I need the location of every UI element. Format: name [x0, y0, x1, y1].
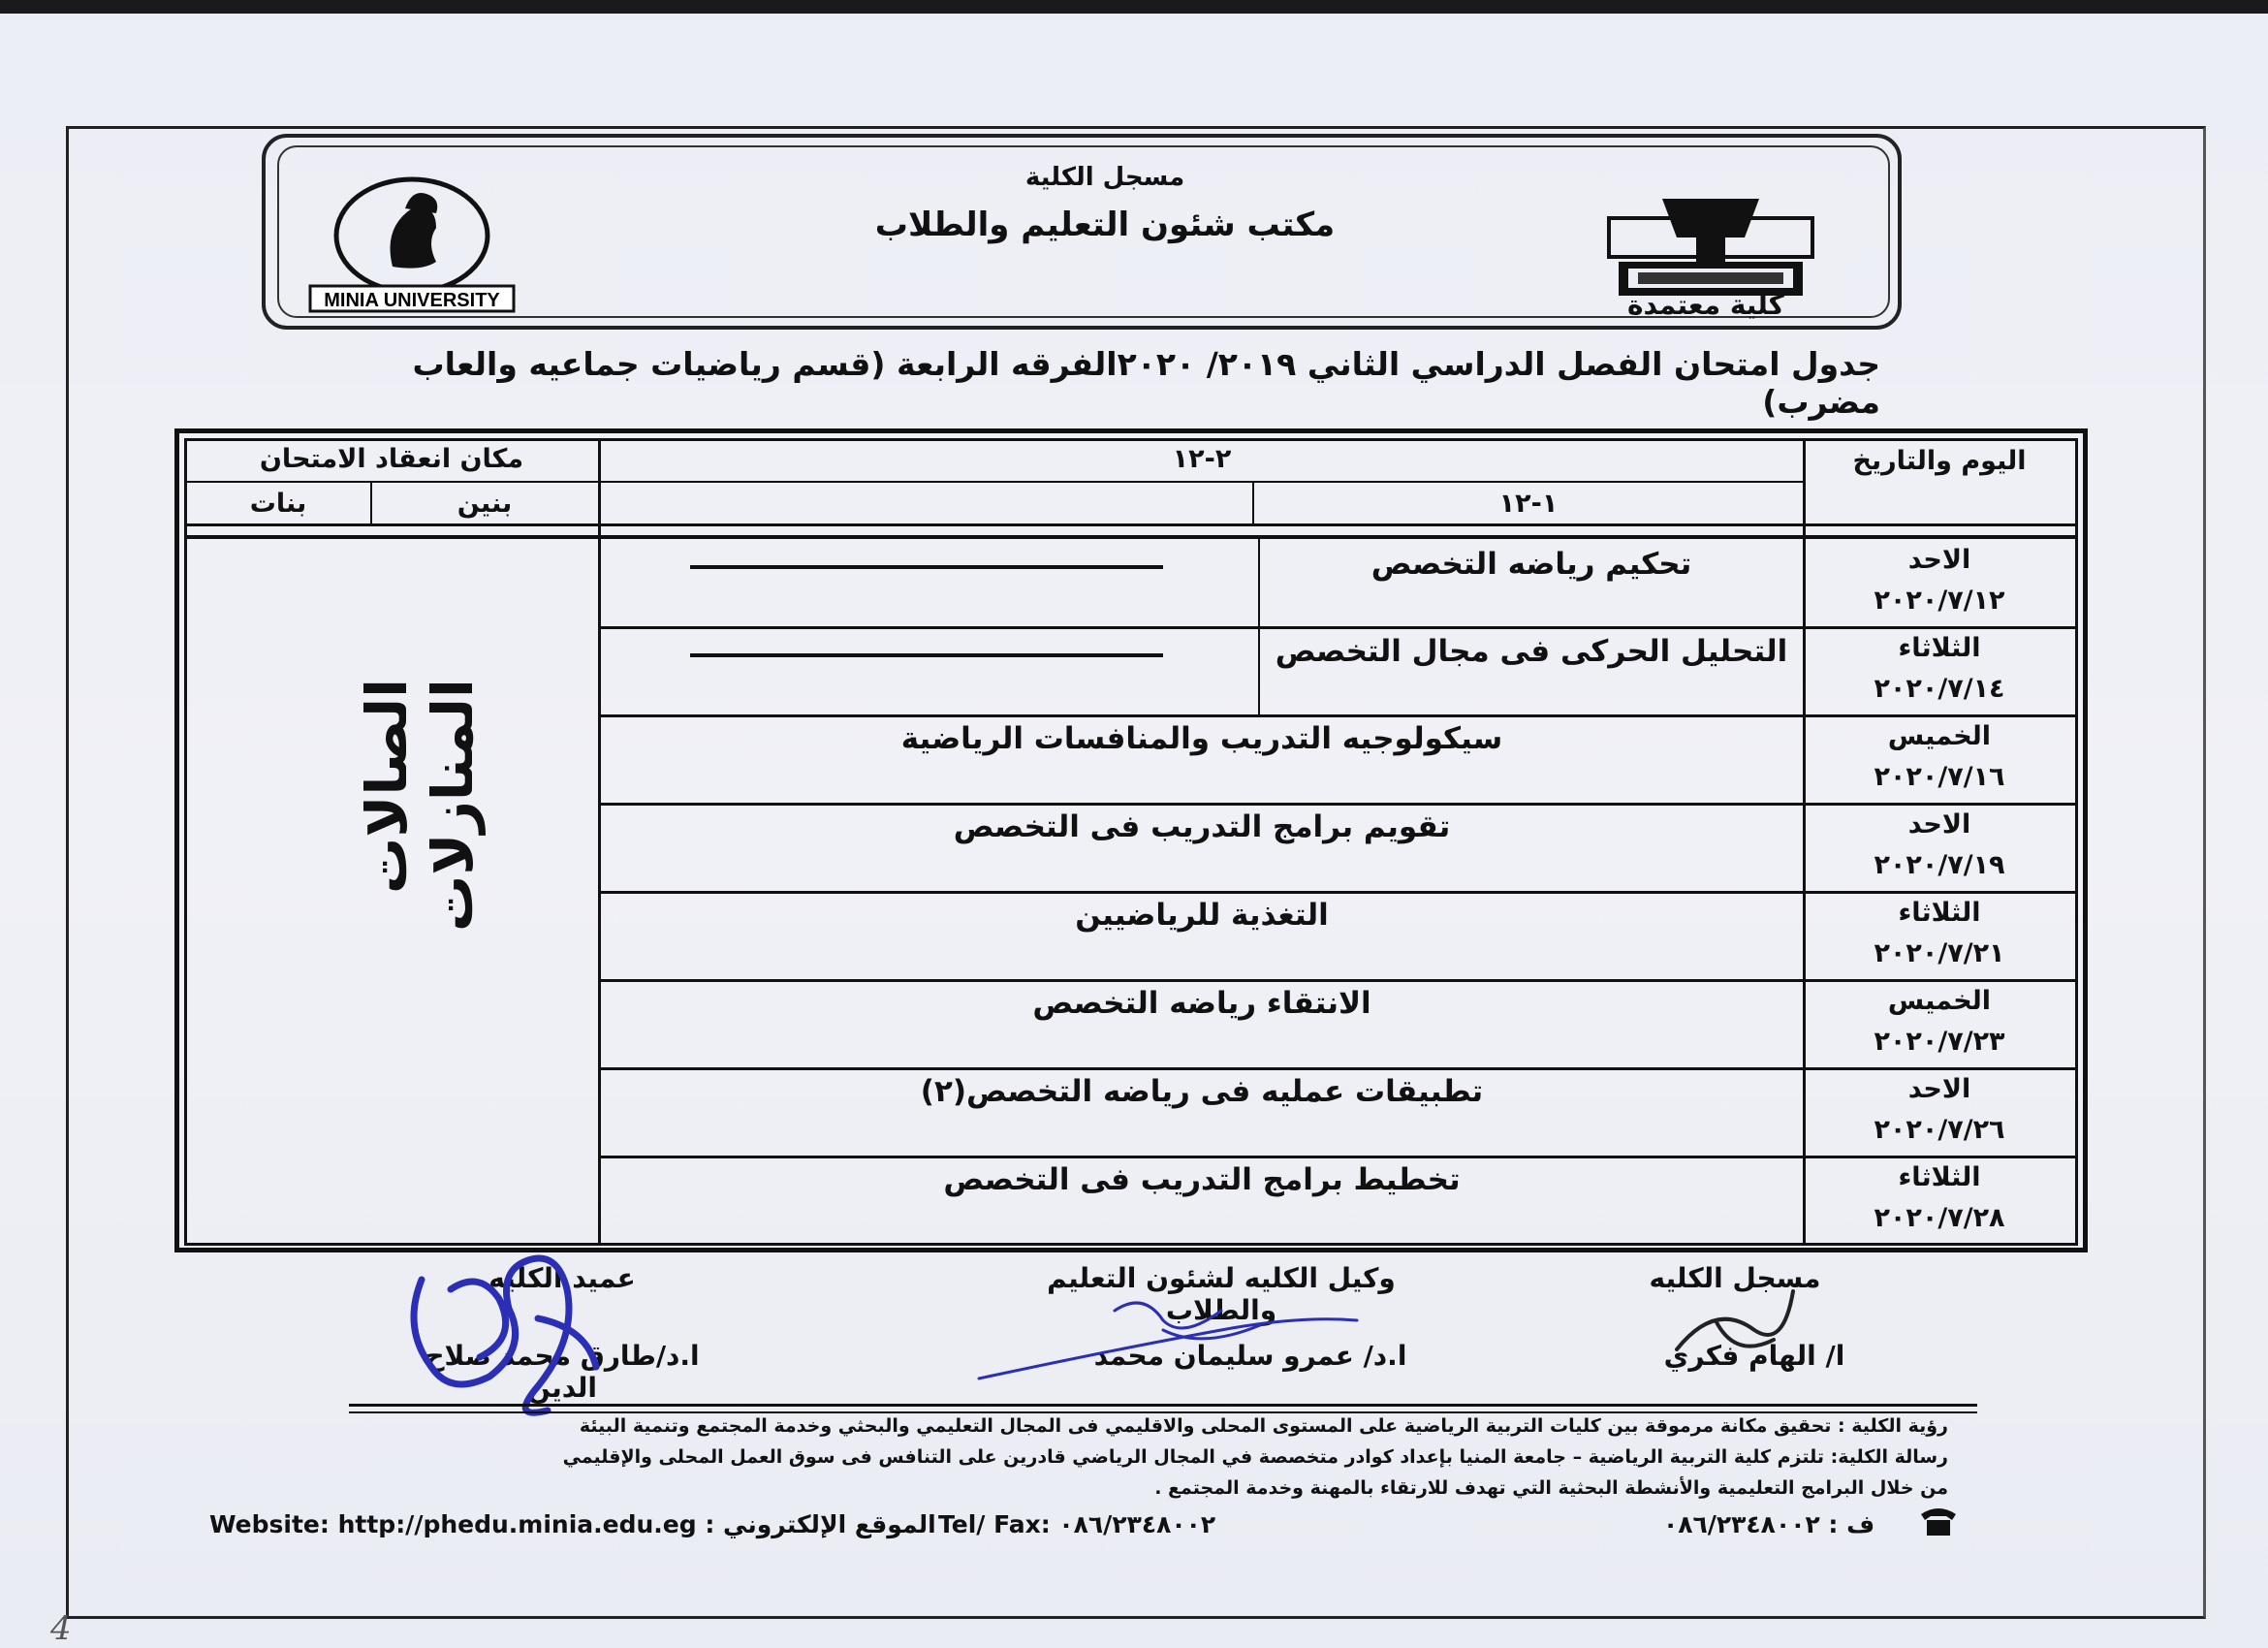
header-exam-place: مكان انعقاد الامتحان — [259, 444, 524, 474]
vice-dean-signature — [969, 1282, 1376, 1388]
row-subject: تخطيط برامج التدريب فى التخصص — [943, 1162, 1461, 1197]
empty-slot-dash — [690, 653, 1163, 657]
row-separator — [601, 626, 2076, 629]
website-line: Website: http://phedu.minia.edu.eg : الموقع الإلكتروني — [209, 1510, 936, 1538]
tel-fax-line: Tel/ Fax: ٠٨٦/٢٣٤٨٠٠٢ — [938, 1510, 1216, 1538]
table-line — [1252, 481, 1254, 525]
phone-line: ف : ٠٨٦/٢٣٤٨٠٠٢ — [1663, 1510, 1875, 1538]
row-date: ٢٠٢٠/٧/١٦ — [1874, 762, 2005, 792]
table-line — [184, 481, 1803, 483]
row-day: الثلاثاء — [1898, 1162, 1981, 1192]
mission-statement: رسالة الكلية: تلتزم كلية التربية الرياضية – جامعة المنيا بإعداد كوادر متخصصة في المجال الرياضي قادرين على التنافس فى سوق العمل المحلى والإقليمي — [562, 1446, 1948, 1468]
row-date: ٢٠٢٠/٧/٢٣ — [1874, 1027, 2005, 1057]
registrar-heading: مسجل الكلية — [1024, 163, 1185, 192]
row-day: الخميس — [1887, 721, 1992, 751]
row-day: الاحد — [1907, 1074, 1971, 1104]
mission-statement-continued: من خلال البرامج التعليمية والأنشطة البحثية التي تهدف للارتقاء بالمهنة وخدمة المجتمع . — [1154, 1477, 1948, 1499]
document-title: جدول امتحان الفصل الدراسي الثاني ٢٠١٩/ ٢٠٢٠الفرقه الرابعة (قسم رياضيات جماعيه والعاب مضرب) — [412, 345, 1880, 421]
row-separator — [601, 803, 2076, 806]
table-line — [184, 438, 187, 1246]
registrar-signature — [1657, 1272, 1812, 1369]
university-name-text: MINIA UNIVERSITY — [324, 290, 500, 311]
page-number: 4 — [50, 1609, 72, 1648]
header-day-date: اليوم والتاريخ — [1852, 446, 2027, 476]
row-separator — [601, 1156, 2076, 1158]
table-line — [598, 438, 601, 1246]
table-line — [1803, 438, 1806, 1246]
row-date: ٢٠٢٠/٧/٢٨ — [1874, 1203, 2005, 1233]
row-separator — [601, 979, 2076, 982]
row-subject: سيكولوجيه التدريب والمنافسات الرياضية — [900, 721, 1503, 756]
row-separator — [601, 1067, 2076, 1070]
row-date: ٢٠٢٠/٧/٢١ — [1874, 938, 2005, 968]
row-day: الخميس — [1887, 986, 1992, 1016]
footer-rule — [349, 1404, 1977, 1407]
exam-venue: الصالات المنازلات — [354, 679, 486, 932]
table-line — [184, 523, 2078, 526]
table-line — [184, 535, 2078, 539]
row-separator — [601, 891, 2076, 894]
row-day: الثلاثاء — [1898, 898, 1981, 928]
row-subject: الانتقاء رياضه التخصص — [1032, 986, 1371, 1021]
row-date: ٢٠٢٠/٧/١٤ — [1874, 674, 2005, 704]
row-date: ٢٠٢٠/٧/١٢ — [1874, 586, 2005, 616]
registrar-title: مسجل الكليه — [1649, 1262, 1821, 1294]
registrar-name: ا/ الهام فكري — [1663, 1340, 1845, 1372]
letterhead-title — [678, 163, 1531, 244]
header-group-main: ٢-١٢ — [1172, 444, 1232, 474]
row-day: الاحد — [1907, 545, 1971, 575]
row-subject: تحكيم رياضه التخصص — [1370, 547, 1692, 582]
row-subject: التحليل الحركى فى مجال التخصص — [1275, 634, 1788, 669]
office-heading: مكتب شئون التعليم والطلاب — [874, 206, 1336, 244]
row-date: ٢٠٢٠/٧/٢٦ — [1874, 1115, 2005, 1145]
row-day: الاحد — [1907, 809, 1971, 840]
row-day: الثلاثاء — [1898, 633, 1981, 663]
minia-university-logo — [291, 170, 533, 315]
vice-dean-name: ا.د/ عمرو سليمان محمد — [1093, 1340, 1407, 1372]
dean-name: ا.د/طارق محمد صلاح الدين — [425, 1340, 700, 1404]
header-group-sub: ١-١٢ — [1498, 489, 1559, 519]
table-line — [2075, 438, 2078, 1246]
header-girls: بنات — [249, 489, 307, 519]
scan-top-edge — [0, 0, 2268, 14]
row-subject: التغذية للرياضيين — [1075, 898, 1329, 933]
table-line — [370, 481, 372, 525]
dean-signature — [393, 1231, 615, 1425]
table-line — [184, 438, 2078, 441]
phone-icon — [1917, 1505, 1960, 1537]
accredited-label: كلية معتمدة — [1627, 289, 1784, 321]
header-boys: بنين — [457, 489, 513, 519]
footer-rule — [349, 1411, 1977, 1413]
row-date: ٢٠٢٠/٧/١٩ — [1874, 850, 2005, 880]
empty-slot-dash — [690, 565, 1163, 569]
dean-title: عميد الكليه — [488, 1262, 636, 1294]
row-separator — [601, 714, 2076, 717]
vision-statement: رؤية الكلية : تحقيق مكانة مرموقة بين كليات التربية الرياضية على المستوى المحلى والاقليمي فى المجال التعليمي والبحثي وخدمة المجتمع وتنمية البيئة — [579, 1415, 1948, 1437]
row-subject: تطبيقات عمليه فى رياضه التخصص(٢) — [920, 1074, 1484, 1109]
row-subject: تقويم برامج التدريب فى التخصص — [953, 809, 1451, 844]
vice-dean-title: وكيل الكليه لشئون التعليم والطلاب — [1047, 1262, 1396, 1326]
